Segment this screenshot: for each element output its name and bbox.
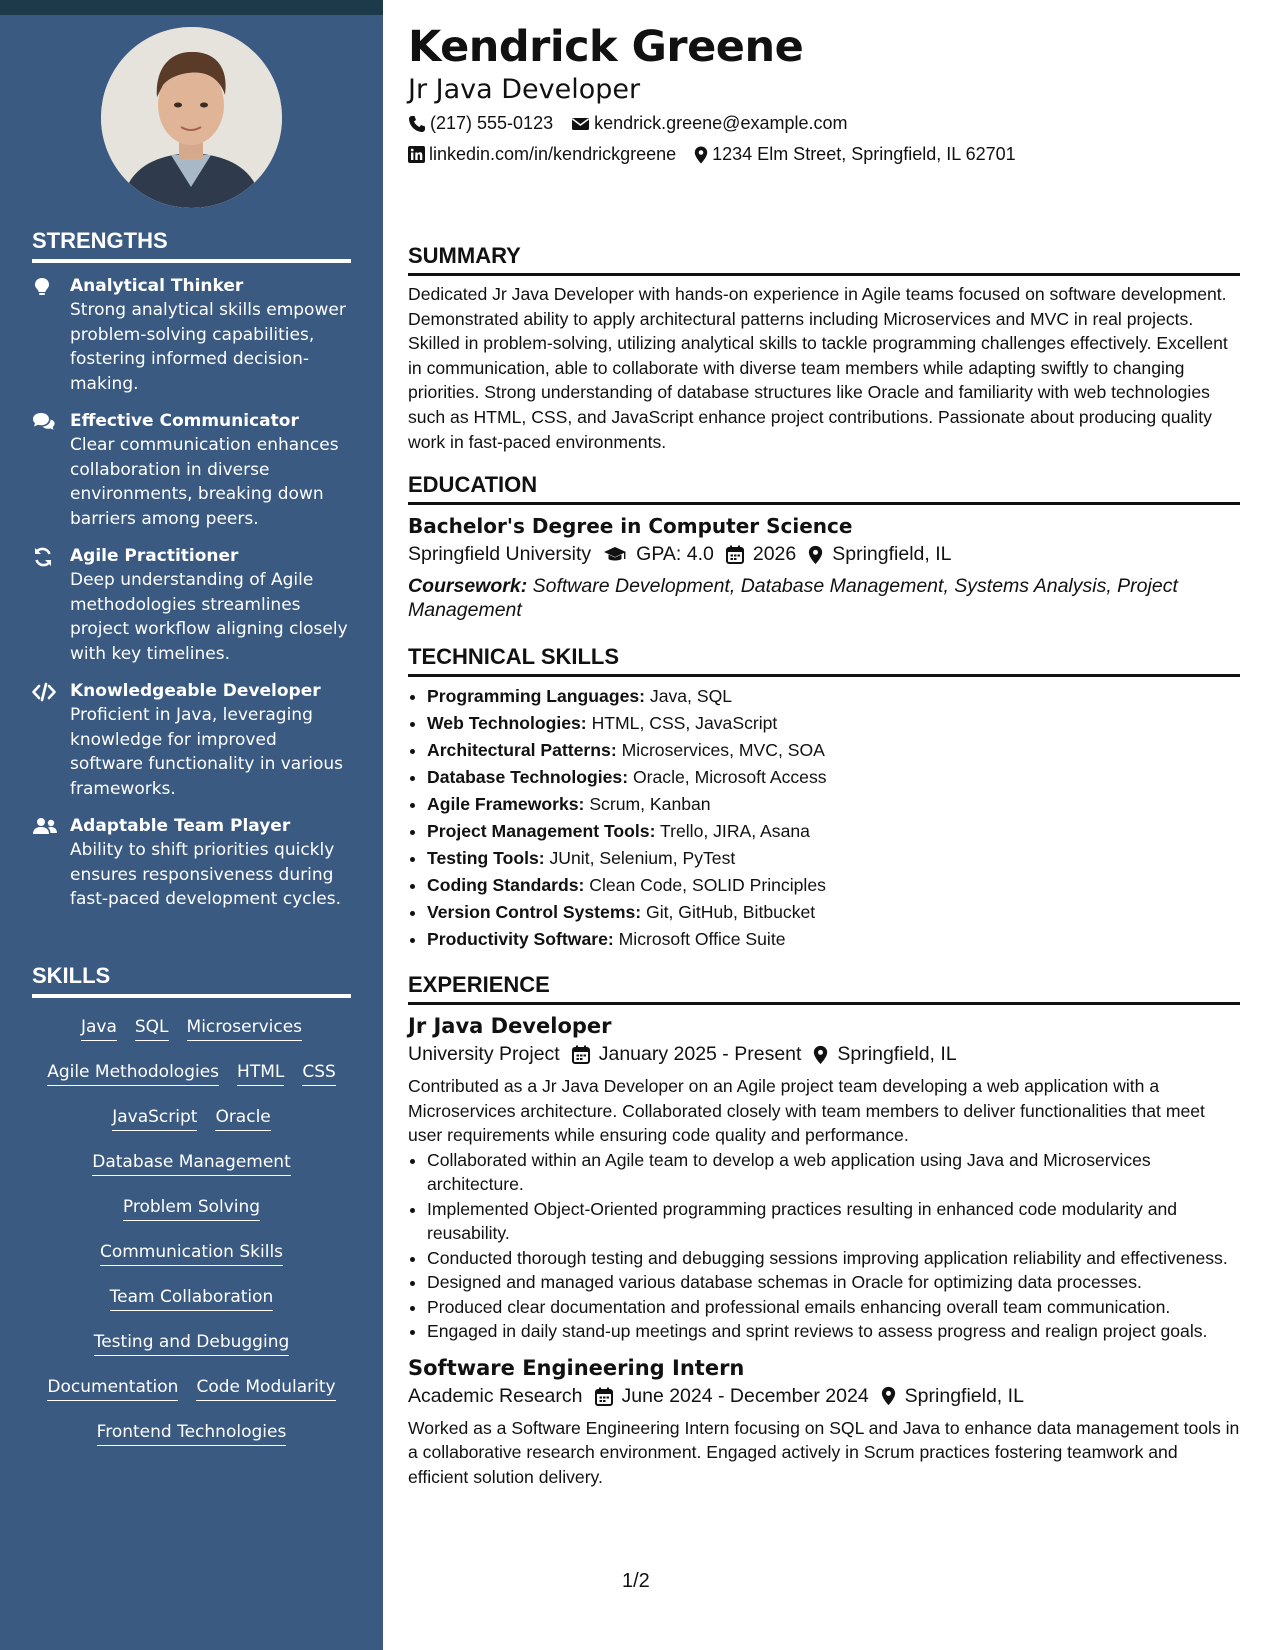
list-item [427,872,1240,899]
skill-row [32,1411,351,1456]
skill-value: Git, GitHub, Bitbucket [646,902,816,922]
sidebar [0,0,383,1650]
skill-tag: Problem Solving [123,1197,260,1221]
skill-row [32,1186,351,1231]
address-contact [694,144,1016,165]
summary-section [408,243,1240,454]
strength-description: Ability to shift priorities quickly ensures responsiveness during fast-paced development cycles. [70,840,342,909]
skill-row [32,1006,351,1051]
calendar-icon [572,1045,590,1064]
skill-tag: Agile Methodologies [47,1062,219,1086]
skill-label: Programming Languages: [427,686,645,706]
linkedin-icon [408,146,425,163]
skill-tag: Java [81,1017,117,1041]
job-location: Springfield, IL [837,1043,957,1065]
skill-label: Web Technologies: [427,713,587,733]
job-location: Springfield, IL [904,1384,1024,1407]
coursework-text: Software Development, Database Management, Systems Analysis, Project Management [408,575,1178,621]
code-icon [32,680,70,801]
skill-row [32,1321,351,1366]
list-item [427,737,1240,764]
strength-item [32,545,351,666]
strength-item [32,815,351,912]
strength-title: Agile Practitioner [70,546,239,566]
job-bullets [408,1148,1240,1344]
job-title: Software Engineering Intern [408,1355,745,1380]
coursework-label: Coursework: [408,575,528,597]
gpa-text: GPA: 4.0 [636,543,714,565]
technical-skills-heading: TECHNICAL SKILLS [408,644,1240,677]
education-section [408,472,1240,622]
skill-label: Productivity Software: [427,929,614,949]
list-item [427,791,1240,818]
job-summary: Worked as a Software Engineering Intern focusing on SQL and Java to enhance data management tools in a collaborative research environment. Engaged actively in Scrum practices fostering teamwork and efficient solution delivery. [408,1417,1240,1487]
list-item: • Designed and managed various database schemas in Oracle for optimizing data processes. [427,1270,1240,1295]
strength-description: Strong analytical skills empower problem-solving capabilities, fostering informed decision-making. [70,300,346,394]
skill-value: JUnit, Selenium, PyTest [549,848,736,868]
skill-value: HTML, CSS, JavaScript [591,713,778,733]
list-item: • Collaborated within an Agile team to develop a web application using Java and Microservices architecture. [427,1148,1240,1197]
candidate-name: Kendrick Greene [408,22,804,72]
summary-text: Dedicated Jr Java Developer with hands-on experience in Agile teams focused on software development. Demonstrated ability to apply architectural patterns including Microservices and MVC in real projects. Skilled in problem-solving, utilizing analytical skills to tackle programming challenges effectively. Excellent in communication, able to collaborate with diverse team members while adapting swiftly to changing priorities. Strong understanding of database structures like Oracle and familiarity with web technologies such as HTML, CSS, and JavaScript enhance project contributions. Passionate about producing quality work in fast-paced environments. [408,284,1228,452]
phone-text: (217) 555-0123 [430,113,554,133]
skill-tag: Oracle [215,1107,270,1131]
skill-tag: Database Management [92,1152,291,1176]
experience-entry [408,1356,1240,1490]
strength-item [32,410,351,531]
education-heading: EDUCATION [408,472,1240,505]
job-org: University Project [408,1043,560,1065]
skill-value: Microservices, MVC, SOA [621,740,825,760]
map-pin-icon [694,146,708,164]
skill-tag: Frontend Technologies [97,1422,287,1446]
phone-contact [408,113,553,134]
list-item [427,764,1240,791]
strength-title: Analytical Thinker [70,276,244,296]
skills-heading: SKILLS [32,963,351,998]
list-item: • Conducted thorough testing and debugging sessions improving application reliability and effectiveness. [427,1246,1240,1271]
job-org: Academic Research [408,1384,583,1407]
school-name: Springfield University [408,543,592,565]
strength-description: Clear communication enhances collaboration in diverse environments, breaking down barriers among peers. [70,435,339,529]
skill-tag: Communication Skills [100,1242,283,1266]
job-summary: Contributed as a Jr Java Developer on an Agile project team developing a web application with a Microservices architecture. Collaborated closely with team members to deliver functionalities that meet user requirements while ensuring code quality and performance. [408,1076,1205,1146]
skill-tag: HTML [237,1062,284,1086]
skill-label: Testing Tools: [427,848,545,868]
list-item [427,818,1240,845]
sidebar-top-accent [0,0,383,15]
map-pin-icon [813,1045,828,1065]
strength-title: Adaptable Team Player [70,816,291,836]
envelope-icon [571,116,590,132]
strength-description: Proficient in Java, leveraging knowledge for improved software functionality in various frameworks. [70,705,343,799]
skill-tag: Documentation [47,1377,178,1401]
job-meta [408,1385,1240,1408]
job-dates: June 2024 - December 2024 [621,1384,869,1407]
skill-label: Version Control Systems: [427,902,642,922]
experience-section [408,972,1240,1490]
strength-title: Knowledgeable Developer [70,681,321,701]
skill-tag: Testing and Debugging [94,1332,290,1356]
summary-heading: SUMMARY [408,243,1240,276]
strength-title: Effective Communicator [70,411,299,431]
coursework [408,574,1240,622]
phone-icon [408,115,426,133]
skill-row [32,1231,351,1276]
avatar [101,27,282,208]
skill-value: Scrum, Kanban [589,794,711,814]
skill-tag: Microservices [187,1017,303,1041]
linkedin-text[interactable]: linkedin.com/in/kendrickgreene [429,144,677,164]
strength-item [32,275,351,396]
skill-label: Architectural Patterns: [427,740,617,760]
degree-title: Bachelor's Degree in Computer Science [408,514,853,538]
skill-row [32,1096,351,1141]
skill-value: Java, SQL [649,686,733,706]
linkedin-contact[interactable] [408,144,676,165]
skill-label: Project Management Tools: [427,821,656,841]
list-item: • Implemented Object-Oriented programming practices resulting in enhanced code modularity and reusability. [427,1197,1240,1246]
skill-tag: Code Modularity [196,1377,335,1401]
technical-skills-list [408,683,1240,953]
skill-label: Database Technologies: [427,767,629,787]
strength-item [32,680,351,801]
email-contact[interactable] [571,113,847,134]
graduation-year: 2026 [752,543,797,565]
strength-description: Deep understanding of Agile methodologies streamlines project workflow aligning closely with key timelines. [70,570,348,664]
list-item [427,683,1240,710]
list-item: • Produced clear documentation and professional emails enhancing overall team communication. [427,1295,1240,1320]
skills-tags [32,1006,351,1456]
strengths-heading: STRENGTHS [32,228,351,263]
contact-line-1 [408,113,865,134]
education-meta [408,543,1240,566]
skill-tag: CSS [302,1062,335,1086]
skill-row [32,1051,351,1096]
map-pin-icon [881,1386,896,1406]
school-location: Springfield, IL [832,543,952,565]
map-pin-icon [808,545,823,565]
skill-value: Microsoft Office Suite [618,929,786,949]
strengths-section [32,228,351,912]
skill-value: Trello, JIRA, Asana [660,821,810,841]
list-item [427,845,1240,872]
skill-tag: JavaScript [112,1107,197,1131]
calendar-icon [595,1387,613,1406]
skill-label: Agile Frameworks: [427,794,585,814]
skill-row [32,1366,351,1411]
skill-row [32,1141,351,1186]
job-dates: January 2025 - Present [598,1043,802,1065]
skill-label: Coding Standards: [427,875,585,895]
sync-icon [32,545,70,666]
calendar-icon [726,545,744,564]
page-number: 1/2 [622,1570,650,1592]
skill-tag: Team Collaboration [110,1287,274,1311]
address-text: 1234 Elm Street, Springfield, IL 62701 [712,144,1016,164]
candidate-title: Jr Java Developer [408,74,641,105]
comments-icon [32,410,70,531]
experience-heading: EXPERIENCE [408,972,1240,1005]
technical-skills-section [408,644,1240,953]
graduation-cap-icon [603,546,627,564]
experience-entry [408,1014,1240,1344]
contact-line-2 [408,144,1034,165]
job-title: Jr Java Developer [408,1014,612,1038]
list-item: • Engaged in daily stand-up meetings and sprint reviews to assess progress and realign project goals. [427,1319,1240,1344]
list-item [427,710,1240,737]
skill-value: Clean Code, SOLID Principles [589,875,826,895]
skill-value: Oracle, Microsoft Access [632,767,827,787]
skill-tag: SQL [135,1017,169,1041]
users-icon [32,815,70,912]
skills-section [32,963,351,1456]
job-meta [408,1043,1240,1066]
skill-row [32,1276,351,1321]
list-item [427,926,1240,953]
email-text[interactable]: kendrick.greene@example.com [594,113,848,133]
list-item [427,899,1240,926]
lightbulb-icon [32,275,70,396]
